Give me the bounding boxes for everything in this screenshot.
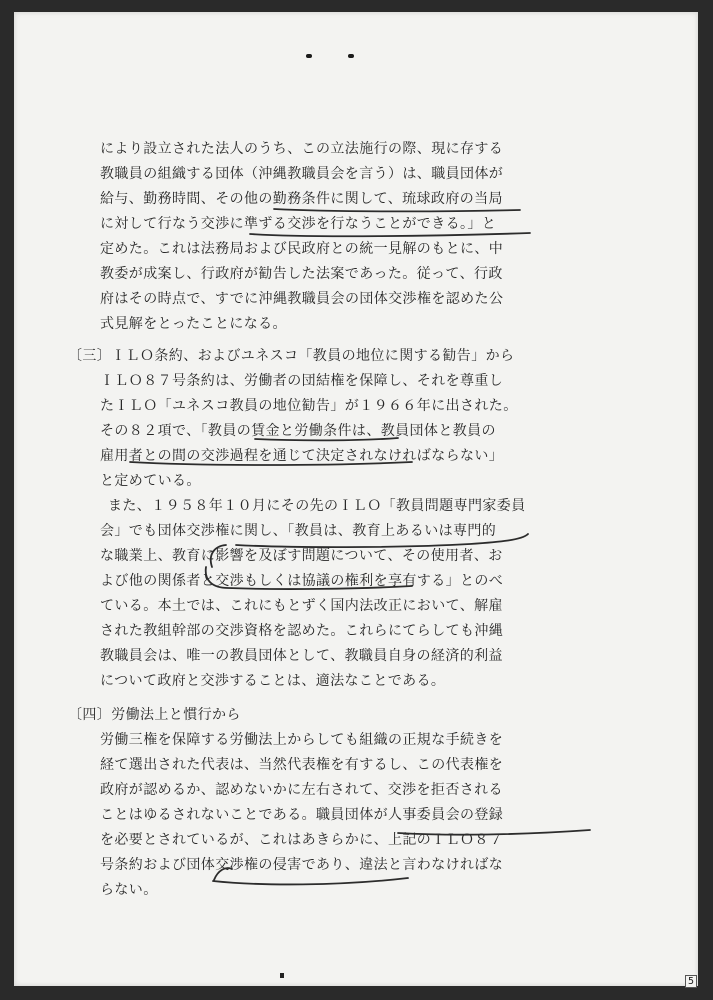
text-line: 雇用者との間の交渉過程を通じて決定されなければならない」 [100,448,504,464]
text-line: 政府が認めるか、認めないかに左右されて、交渉を拒否される [100,782,503,798]
text-line: を必要とされているが、これはあきらかに、上記のＩＬＯ８７ [100,832,504,848]
section-heading: 〔四〕労働法上と慣行から [68,707,241,723]
section-paragraph-1 [100,137,640,337]
text-line: 経て選出された代表は、当然代表権を有するし、この代表権を [100,757,504,773]
text-line: に対して行なう交渉に準ずる交渉を行なうことができる。」と [100,216,497,232]
section-heading: 〔三〕ＩＬＯ条約、およびユネスコ「教員の地位に関する勧告」から [68,348,515,364]
text-line: また、１９５８年１０月にその先のＩＬＯ「教員問題専門家委員 [108,498,526,514]
text-line: ている。本土では、これにもとずく国内法改正において、解雇 [100,598,503,614]
section-4 [68,703,640,903]
text-line: 教職員会は、唯一の教員団体として、教職員自身の経済的利益 [100,648,503,664]
text-line: について政府と交渉することは、適法なことである。 [100,673,446,689]
text-line: 号条約および団体交渉権の侵害であり、違法と言わなければな [100,857,504,873]
text-line: よび他の関係者と交渉もしくは協議の権利を享有する」とのべ [100,573,504,589]
text-line: な職業上、教育に影響を及ぼす問題について、その使用者、お [100,548,503,564]
text-line: 教職員の組織する団体（沖縄教職員会を言う）は、職員団体が [100,166,504,182]
page-number: 5 [685,975,697,988]
text-line: により設立された法人のうち、この立法施行の際、現に存する [100,141,504,157]
text-line: ことはゆるされないことである。職員団体が人事委員会の登録 [100,807,504,823]
text-line: ＩＬＯ８７号条約は、労働者の団結権を保障し、それを尊重し [100,373,504,389]
text-line: たＩＬＯ「ユネスコ教員の地位勧告」が１９６６年に出された。 [100,398,518,414]
section-3 [68,344,640,694]
punch-hole [348,54,354,58]
text-line: 労働三権を保障する労働法上からしても組織の正規な手続きを [100,732,504,748]
text-line: 府はその時点で、すでに沖縄教職員会の団体交渉権を認めた公 [100,291,504,307]
text-line: 定めた。これは法務局および民政府との統一見解のもとに、中 [100,241,504,257]
text-line: 式見解をとったことになる。 [100,316,287,332]
text-line: 会」でも団体交渉権に関し、「教員は、教育上あるいは専門的 [100,523,497,539]
text-line: 給与、勤務時間、その他の勤務条件に関して、琉球政府の当局 [100,191,503,207]
punch-hole [306,54,312,58]
text-line: された教組幹部の交渉資格を認めた。これらにてらしても沖縄 [100,623,504,639]
text-line: その８２項で、「教員の賃金と労働条件は、教員団体と教員の [100,423,496,439]
ink-dot [280,973,284,978]
text-line: と定めている。 [100,473,201,489]
text-line: らない。 [100,882,158,898]
text-line: 教委が成案し、行政府が勧告した法案であった。従って、行政 [100,266,503,282]
